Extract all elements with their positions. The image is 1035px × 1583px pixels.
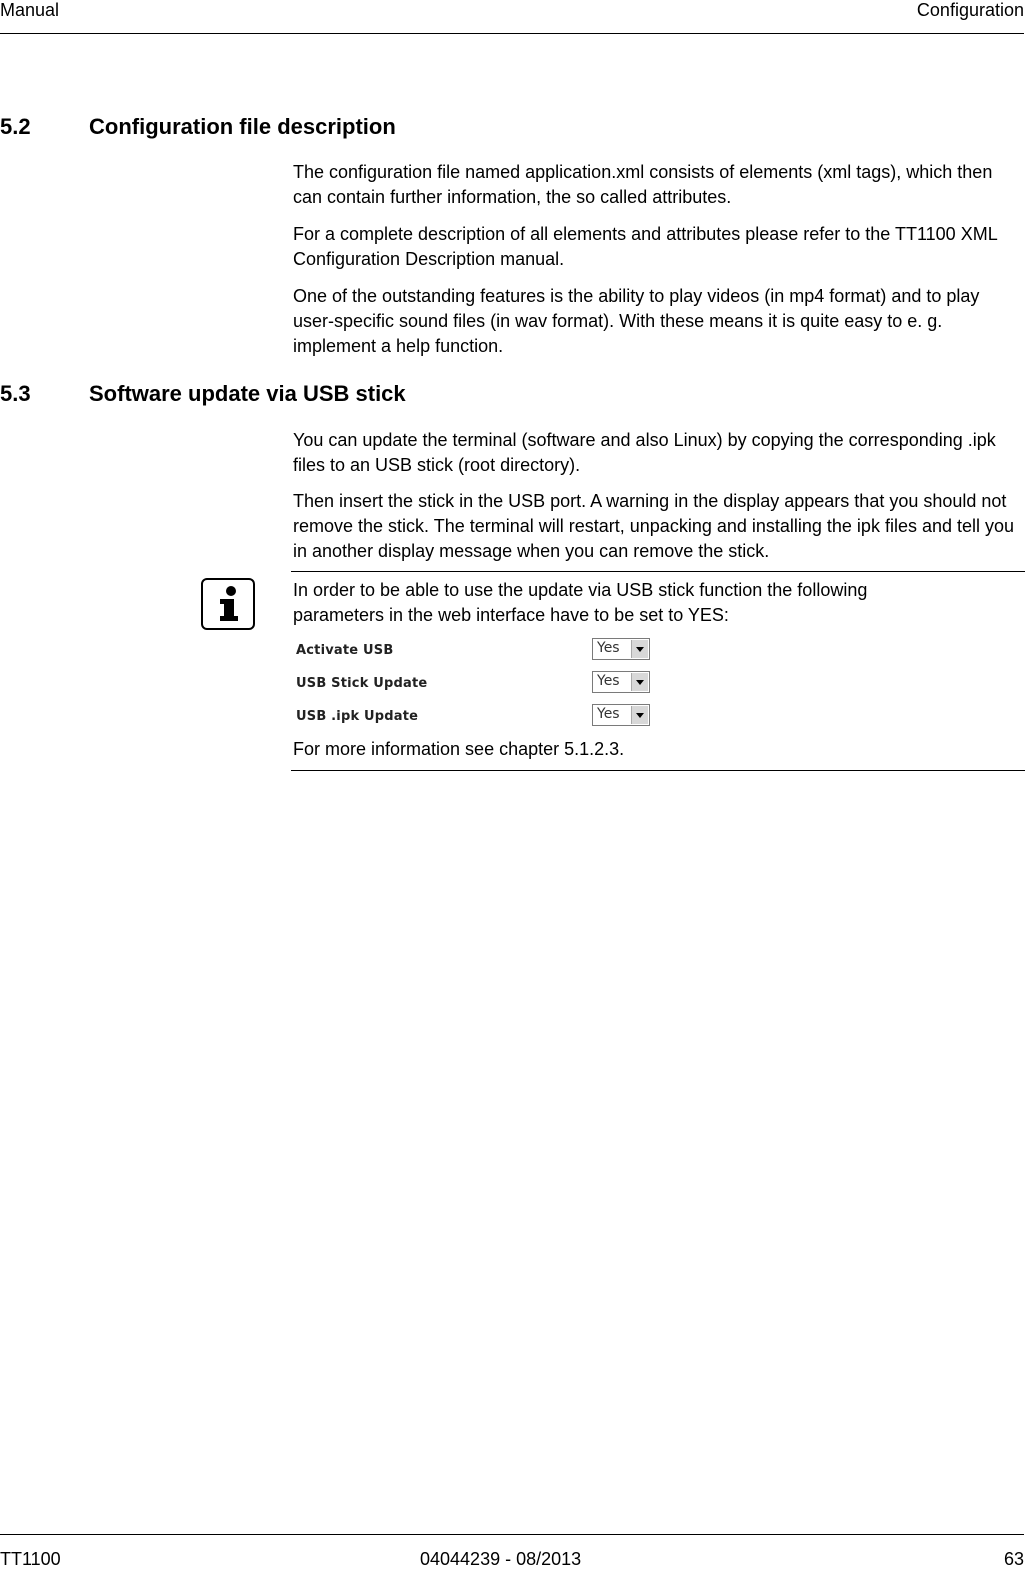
setting-row-usb-ipk-update: [296, 704, 656, 730]
paragraph: The configuration file named application.xml consists of elements (xml tags), which then can contain further information, the so called attributes.: [293, 162, 993, 207]
page-header: [0, 0, 1024, 34]
section-heading-5-2: [0, 114, 396, 140]
section-number: 5.2: [0, 114, 31, 139]
footer-center: 04044239 - 08/2013: [420, 1549, 582, 1569]
activate-usb-select[interactable]: [592, 638, 650, 660]
setting-label: Activate USB: [296, 643, 394, 658]
setting-label: USB Stick Update: [296, 676, 428, 691]
header-right: Configuration: [916, 0, 1024, 20]
paragraph: You can update the terminal (software and also Linux) by copying the corresponding .ipk files to an USB stick (root directory).: [293, 430, 996, 475]
setting-row-activate-usb: [296, 638, 656, 664]
note-text: In order to be able to use the update via USB stick function the following parameters in the web interface have to be set to YES:: [293, 580, 868, 625]
usb-ipk-update-select[interactable]: [592, 704, 650, 726]
page-number: 63: [1003, 1549, 1024, 1569]
chevron-down-icon[interactable]: [631, 673, 648, 691]
section-title: Software update via USB stick: [89, 381, 406, 406]
section-heading-5-3: [0, 381, 406, 407]
setting-row-usb-stick-update: [296, 671, 656, 697]
paragraph: Then insert the stick in the USB port. A warning in the display appears that you should not remove the stick. The terminal will restart, unpacking and installing the ipk files and tell you in another display message when you can remove the stick.: [293, 491, 1015, 561]
select-value: Yes: [597, 706, 620, 722]
info-icon: [201, 578, 255, 630]
chevron-down-icon[interactable]: [631, 706, 648, 724]
page-footer: [0, 1534, 1024, 1575]
usb-stick-update-select[interactable]: [592, 671, 650, 693]
section-number: 5.3: [0, 381, 31, 406]
section-title: Configuration file description: [89, 114, 396, 139]
paragraph: One of the outstanding features is the ability to play videos (in mp4 format) and to play user-specific sound files (in wav format). With these means it is quite easy to e. g. implement a help function.: [293, 286, 980, 356]
select-value: Yes: [597, 640, 620, 656]
paragraph: For a complete description of all elements and attributes please refer to the TT1100 XML Configuration Description manual.: [293, 224, 998, 269]
note-footer-text: For more information see chapter 5.1.2.3.: [293, 739, 625, 759]
setting-label: USB .ipk Update: [296, 709, 419, 724]
select-value: Yes: [597, 673, 620, 689]
header-left: Manual: [0, 0, 60, 20]
chevron-down-icon[interactable]: [631, 640, 648, 658]
footer-left: TT1100: [0, 1549, 61, 1569]
